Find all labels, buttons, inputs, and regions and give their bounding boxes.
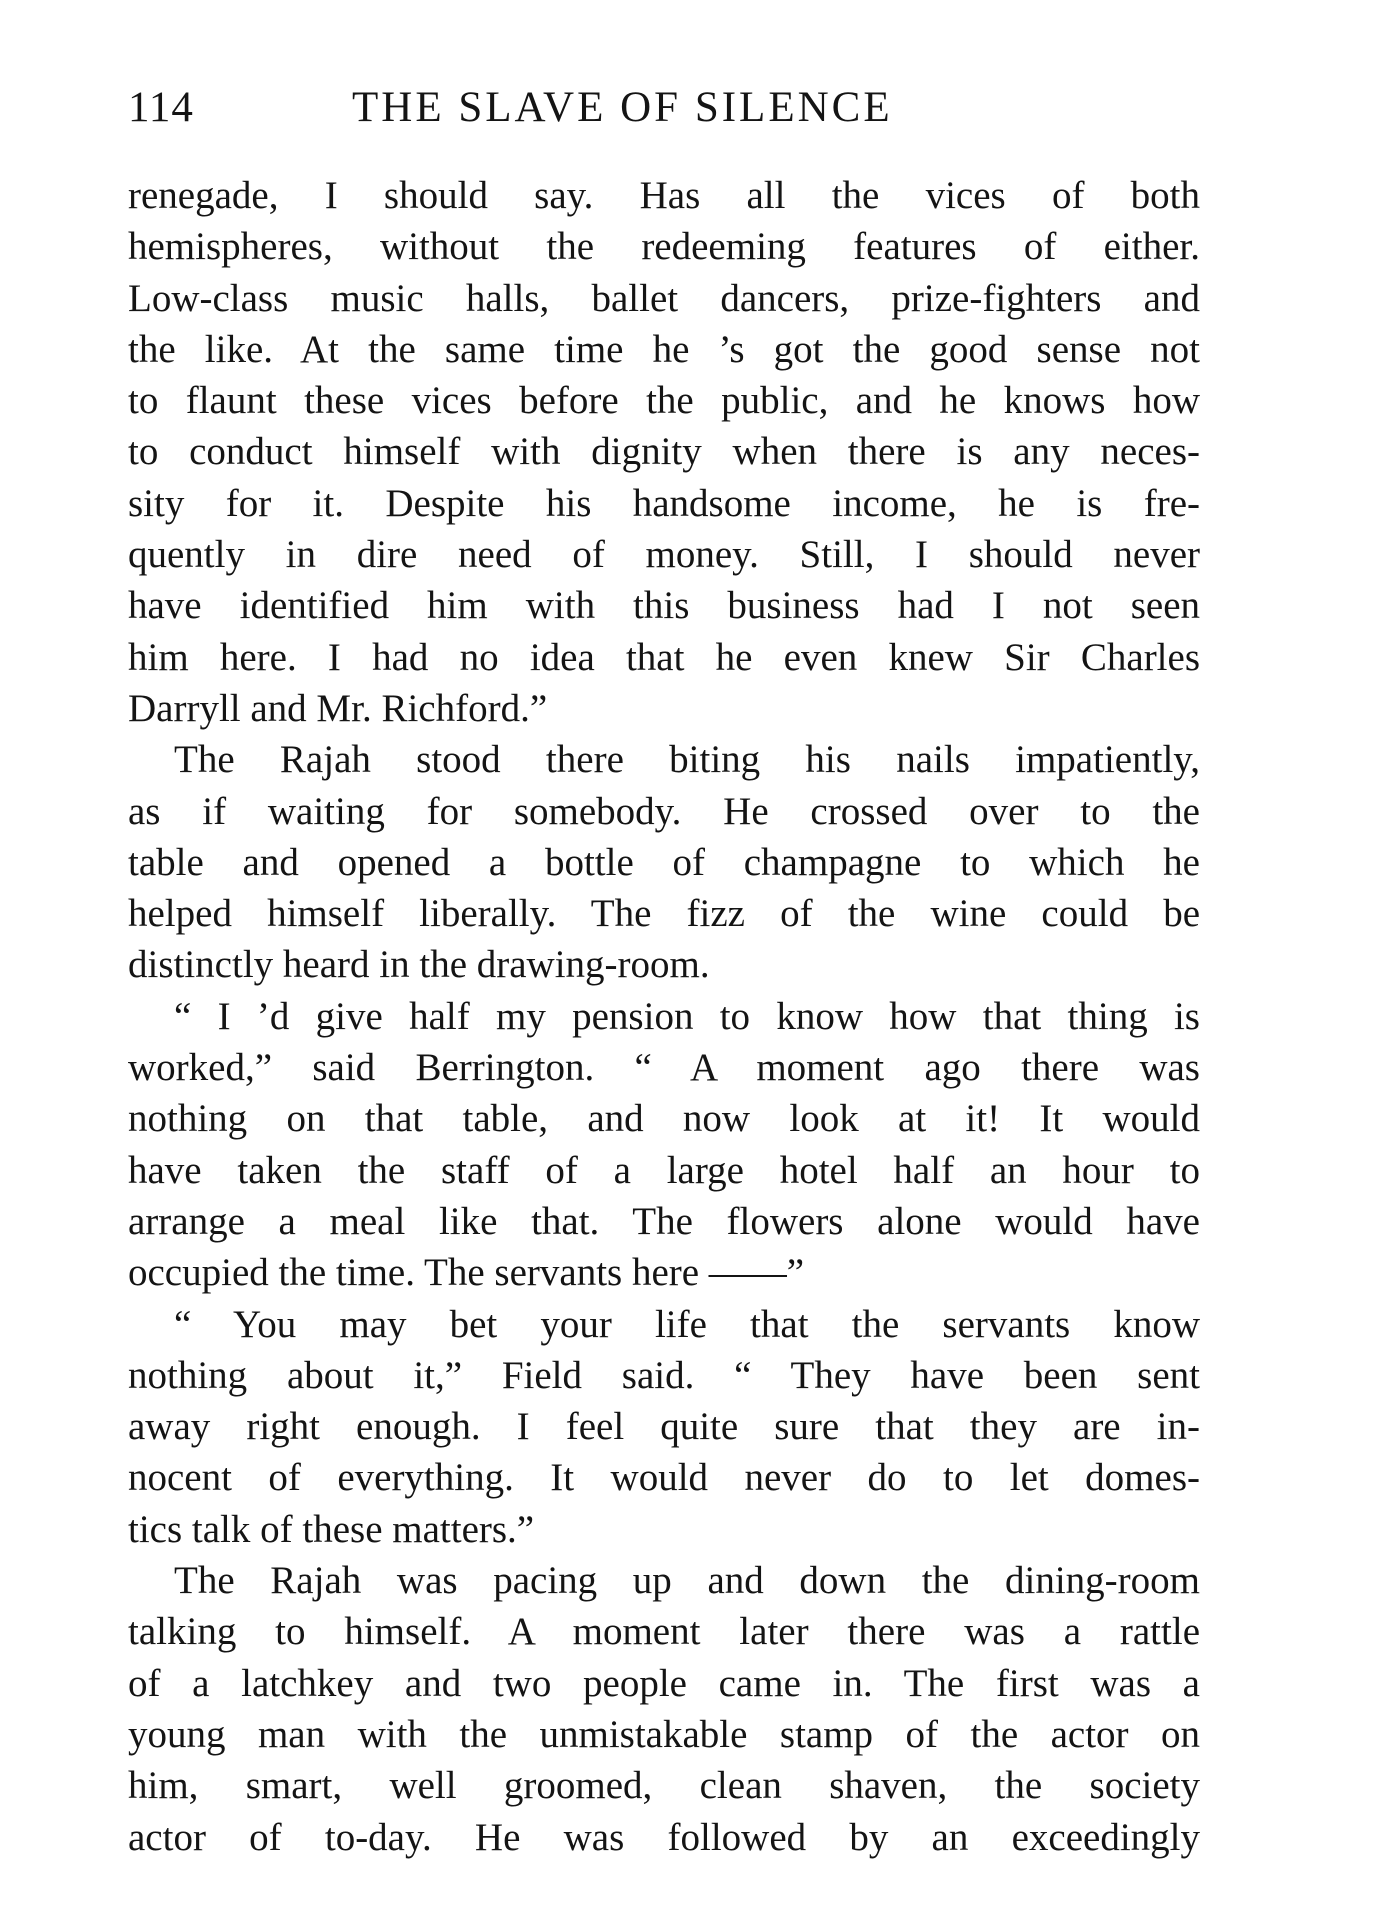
text-line: hemispheres, without the redeeming features of either.: [128, 225, 1200, 269]
page-number: 114: [128, 84, 194, 131]
paragraph-1: [128, 170, 1200, 734]
text-line: table and opened a bottle of champagne to which he: [128, 840, 1200, 884]
text-line: the like. At the same time he ’s got the good sense not: [128, 327, 1200, 371]
text-line: Darryll and Mr. Richford.”: [128, 686, 548, 730]
text-line: “ You may bet your life that the servants know: [174, 1302, 1200, 1346]
text-line: him here. I had no idea that he even knew Sir Charles: [128, 635, 1200, 679]
paragraph-5: [128, 1555, 1200, 1863]
text-line: nocent of everything. It would never do to let domes-: [128, 1456, 1200, 1500]
text-line: as if waiting for somebody. He crossed over to the: [128, 789, 1200, 833]
text-line: occupied the time. The servants here ——”: [128, 1251, 805, 1295]
text-line: have identified him with this business had I not seen: [128, 584, 1200, 628]
page-header: [128, 78, 1200, 138]
text-line: arrange a meal like that. The flowers alone would have: [128, 1199, 1200, 1243]
text-line: helped himself liberally. The fizz of the wine could be: [128, 892, 1200, 936]
text-line: distinctly heard in the drawing-room.: [128, 943, 710, 987]
text-line: nothing on that table, and now look at it! It would: [128, 1097, 1200, 1141]
text-line: “ I ’d give half my pension to know how that thing is: [174, 994, 1200, 1038]
text-line: Low-class music halls, ballet dancers, prize-fighters and: [128, 276, 1200, 320]
text-line: nothing about it,” Field said. “ They have been sent: [128, 1353, 1200, 1397]
text-line: renegade, I should say. Has all the vices of both: [128, 174, 1200, 217]
paragraph-3: [128, 991, 1200, 1299]
text-line: quently in dire need of money. Still, I should never: [128, 533, 1200, 577]
text-line: talking to himself. A moment later there was a rattle: [128, 1610, 1200, 1654]
paragraph-2: [128, 734, 1200, 990]
text-line: him, smart, well groomed, clean shaven, the society: [128, 1764, 1200, 1808]
text-line: The Rajah stood there biting his nails impatiently,: [174, 738, 1200, 782]
body-text: [128, 170, 1200, 1863]
text-line: to conduct himself with dignity when there is any neces-: [128, 430, 1200, 474]
paragraph-4: [128, 1299, 1200, 1555]
text-line: actor of to-day. He was followed by an exceedingly: [128, 1815, 1200, 1859]
text-line: The Rajah was pacing up and down the dining-room: [174, 1559, 1200, 1603]
text-line: have taken the staff of a large hotel half an hour to: [128, 1148, 1200, 1192]
text-line: sity for it. Despite his handsome income, he is fre-: [128, 481, 1200, 525]
text-line: away right enough. I feel quite sure that they are in-: [128, 1405, 1200, 1449]
text-line: to flaunt these vices before the public, and he knows how: [128, 379, 1200, 423]
running-title: THE SLAVE OF SILENCE: [352, 84, 893, 131]
text-line: young man with the unmistakable stamp of the actor on: [128, 1712, 1200, 1756]
text-line: worked,” said Berrington. “ A moment ago there was: [128, 1046, 1200, 1090]
text-line: tics talk of these matters.”: [128, 1507, 535, 1551]
text-line: of a latchkey and two people came in. The first was a: [128, 1661, 1200, 1705]
